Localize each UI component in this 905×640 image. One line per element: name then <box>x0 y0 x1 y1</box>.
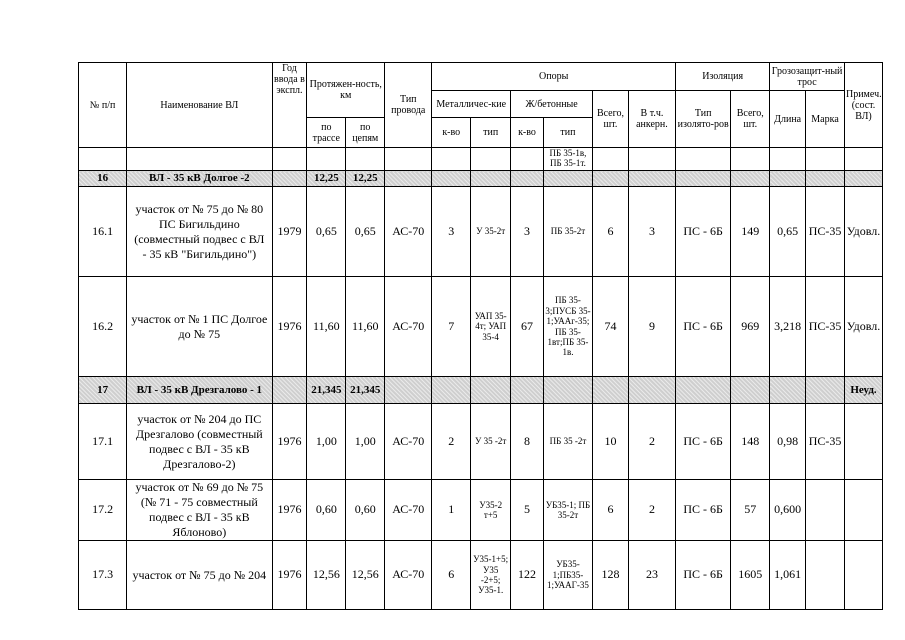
power-lines-table-sheet <box>78 62 883 622</box>
group-row-16 <box>79 171 883 187</box>
cell-wire: АС-70 <box>385 187 432 277</box>
cell-anchor: 23 <box>628 541 675 610</box>
cell-cable-length: 0,98 <box>770 404 806 480</box>
header-total: Всего, шт. <box>593 91 629 148</box>
cell-anchor: 9 <box>628 277 675 377</box>
cell-insul-type: ПС - 6Б <box>676 541 731 610</box>
cell-concrete-type: ПБ 35-3;ПУСБ 35-1;УААг-35; ПБ 35-1вт;ПБ 35-1в. <box>543 277 592 377</box>
cell-concrete-type: ПБ 35-2т <box>543 187 592 277</box>
header-ground-cable: Грозозащит-ный трос <box>770 63 845 91</box>
cell-cable-brand: ПС-35 <box>806 404 845 480</box>
cell-name: участок от № 69 до № 75 (№ 71 - 75 совместный подвес с ВЛ - 35 кВ Яблоново) <box>127 480 272 541</box>
header-year: Год ввода в экспл. <box>272 63 307 148</box>
cell-metal-qty: 3 <box>432 187 471 277</box>
table-row-16-1 <box>79 187 883 277</box>
cell-metal-type: У 35 -2т <box>471 404 511 480</box>
cell-cable-length: 0,600 <box>770 480 806 541</box>
cell-metal-qty: 1 <box>432 480 471 541</box>
cell-length-route: 1,00 <box>307 404 346 480</box>
cell-wire: АС-70 <box>385 277 432 377</box>
cell-metal-qty: 2 <box>432 404 471 480</box>
cell-length-circuits: 21,345 <box>346 377 385 404</box>
cell-length-route: 21,345 <box>307 377 346 404</box>
cell-length-circuits: 1,00 <box>346 404 385 480</box>
cell-total: 6 <box>593 480 629 541</box>
cell-insul-total: 1605 <box>731 541 770 610</box>
cell-insul-total: 149 <box>731 187 770 277</box>
cell-name: участок от № 204 до ПС Дрезгалово (совместный подвес с ВЛ - 35 кВ Дрезгалово-2) <box>127 404 272 480</box>
cell-length-circuits: 12,25 <box>346 171 385 187</box>
header-num: № п/п <box>79 63 127 148</box>
cell-insul-type: ПС - 6Б <box>676 277 731 377</box>
cell-concrete-type: ПБ 35-1в, ПБ 35-1т. <box>543 148 592 171</box>
cell-cable-length: 3,218 <box>770 277 806 377</box>
cell-metal-type: У 35-2т <box>471 187 511 277</box>
cell-name: ВЛ - 35 кВ Долгое -2 <box>127 171 272 187</box>
cell-num: 17.3 <box>79 541 127 610</box>
cell-length-route: 0,65 <box>307 187 346 277</box>
cell-num: 16.1 <box>79 187 127 277</box>
header-concrete: Ж/бетонные <box>511 91 593 118</box>
cell-anchor: 2 <box>628 480 675 541</box>
cell-year: 1976 <box>272 480 307 541</box>
cell-insul-type: ПС - 6Б <box>676 480 731 541</box>
header-metal-type: тип <box>471 118 511 148</box>
cell-num: 16.2 <box>79 277 127 377</box>
cell-year: 1976 <box>272 541 307 610</box>
cell-concrete-qty: 8 <box>511 404 544 480</box>
header-length-circuits: по цепям <box>346 118 385 148</box>
cell-metal-type: УАП 35-4т; УАП 35-4 <box>471 277 511 377</box>
cell-note: Удовл. <box>844 187 882 277</box>
cell-length-circuits: 11,60 <box>346 277 385 377</box>
cell-anchor: 2 <box>628 404 675 480</box>
cell-length-circuits: 12,56 <box>346 541 385 610</box>
cell-length-route: 11,60 <box>307 277 346 377</box>
cell-length-circuits: 0,65 <box>346 187 385 277</box>
header-length: Протяжен-ность, км <box>307 63 385 118</box>
cell-note <box>844 541 882 610</box>
cell-concrete-qty: 5 <box>511 480 544 541</box>
cell-metal-type: У35-1+5; У35 -2+5; У35-1. <box>471 541 511 610</box>
header-insulation: Изоляция <box>676 63 770 91</box>
header-anchor: В т.ч. анкерн. <box>628 91 675 148</box>
cell-insul-total: 969 <box>731 277 770 377</box>
cell-cable-brand <box>806 541 845 610</box>
cell-note <box>844 480 882 541</box>
cell-total: 10 <box>593 404 629 480</box>
cell-cable-length: 0,65 <box>770 187 806 277</box>
cell-num: 17 <box>79 377 127 404</box>
cell-year: 1976 <box>272 277 307 377</box>
cell-length-circuits: 0,60 <box>346 480 385 541</box>
cell-num: 16 <box>79 171 127 187</box>
header-concrete-type: тип <box>543 118 592 148</box>
header-concrete-qty: к-во <box>511 118 544 148</box>
header-row-1 <box>79 63 883 91</box>
header-name: Наименование ВЛ <box>127 63 272 148</box>
cell-name: участок от № 75 до № 204 <box>127 541 272 610</box>
cell-year: 1979 <box>272 187 307 277</box>
cell-metal-qty: 7 <box>432 277 471 377</box>
group-row-17 <box>79 377 883 404</box>
cell-num: 17.1 <box>79 404 127 480</box>
cell-cable-brand: ПС-35 <box>806 187 845 277</box>
header-insul-type: Тип изолято-ров <box>676 91 731 148</box>
cell-year: 1976 <box>272 404 307 480</box>
cell-wire: АС-70 <box>385 404 432 480</box>
cell-concrete-type: УБ35-1;ПБ35-1;УААГ-35 <box>543 541 592 610</box>
cell-note: Неуд. <box>844 377 882 404</box>
header-metal-qty: к-во <box>432 118 471 148</box>
cell-insul-type: ПС - 6Б <box>676 187 731 277</box>
cell-metal-type: У35-2 т+5 <box>471 480 511 541</box>
header-length-route: по трассе <box>307 118 346 148</box>
cell-name: участок от № 75 до № 80 ПС Бигильдино (совместный подвес с ВЛ - 35 кВ "Бигильдино") <box>127 187 272 277</box>
cell-concrete-qty: 67 <box>511 277 544 377</box>
header-supports: Опоры <box>432 63 676 91</box>
cell-total: 6 <box>593 187 629 277</box>
header-cable-brand: Марка <box>806 91 845 148</box>
cell-insul-type: ПС - 6Б <box>676 404 731 480</box>
cell-anchor: 3 <box>628 187 675 277</box>
cell-concrete-qty: 3 <box>511 187 544 277</box>
cell-cable-brand: ПС-35 <box>806 277 845 377</box>
cell-concrete-type: ПБ 35 -2т <box>543 404 592 480</box>
cell-concrete-qty: 122 <box>511 541 544 610</box>
cell-name: участок от № 1 ПС Долгое до № 75 <box>127 277 272 377</box>
cell-cable-brand <box>806 480 845 541</box>
table-row-17-2 <box>79 480 883 541</box>
header-note: Примеч. (сост. ВЛ) <box>844 63 882 148</box>
cell-concrete-type: УБ35-1; ПБ 35-2т <box>543 480 592 541</box>
cell-note <box>844 404 882 480</box>
continuation-row <box>79 148 883 171</box>
cell-cable-length: 1,061 <box>770 541 806 610</box>
cell-metal-qty: 6 <box>432 541 471 610</box>
cell-total: 128 <box>593 541 629 610</box>
cell-length-route: 12,25 <box>307 171 346 187</box>
cell-name: ВЛ - 35 кВ Дрезгалово - 1 <box>127 377 272 404</box>
cell-wire: АС-70 <box>385 480 432 541</box>
cell-note: Удовл. <box>844 277 882 377</box>
cell-total: 74 <box>593 277 629 377</box>
power-lines-table <box>78 62 883 610</box>
cell-length-route: 12,56 <box>307 541 346 610</box>
cell-insul-total: 57 <box>731 480 770 541</box>
cell-insul-total: 148 <box>731 404 770 480</box>
table-row-17-1 <box>79 404 883 480</box>
cell-wire: АС-70 <box>385 541 432 610</box>
header-wire: Тип провода <box>385 63 432 148</box>
cell-length-route: 0,60 <box>307 480 346 541</box>
table-row-17-3 <box>79 541 883 610</box>
table-row-16-2 <box>79 277 883 377</box>
cell-num: 17.2 <box>79 480 127 541</box>
header-insul-total: Всего, шт. <box>731 91 770 148</box>
header-cable-length: Длина <box>770 91 806 148</box>
header-metal: Металличес-кие <box>432 91 511 118</box>
